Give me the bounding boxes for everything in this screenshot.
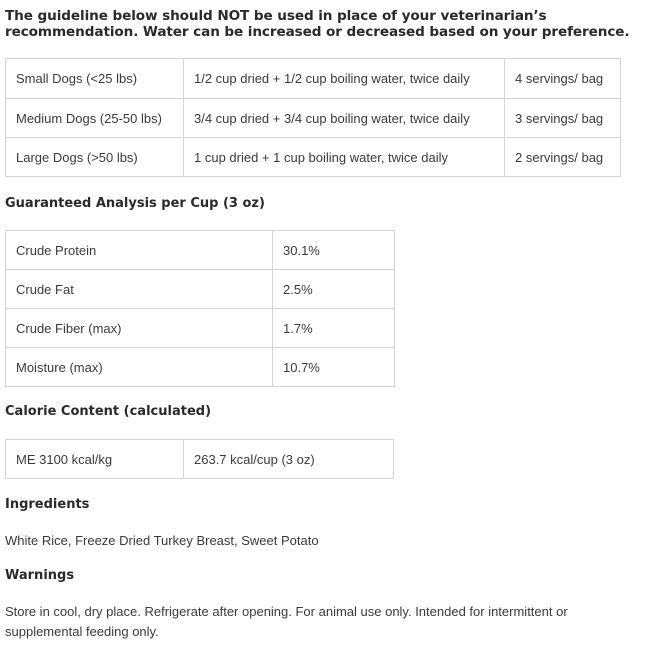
table-row — [6, 99, 621, 138]
servings-cell: 2 servings/ bag — [505, 138, 621, 177]
nutrient-value-cell: 2.5% — [273, 270, 395, 309]
feeding-table — [5, 58, 621, 177]
feeding-amount-cell: 1 cup dried + 1 cup boiling water, twice daily — [184, 138, 505, 177]
notice-text-end: be used in place of your veterinarian’s recommendation. Water can be increased or decreased based on your preference. — [5, 8, 630, 40]
warnings-text: Store in cool, dry place. Refrigerate after opening. For animal use only. Intended for intermittent or supplemental feeding only. — [5, 604, 568, 639]
table-row — [6, 231, 395, 270]
nutrient-cell: Crude Fiber (max) — [6, 309, 273, 348]
nutrient-cell: Crude Fat — [6, 270, 273, 309]
servings-cell: 3 servings/ bag — [505, 99, 621, 138]
nutrient-value-cell: 1.7% — [273, 309, 395, 348]
table-row — [6, 309, 395, 348]
analysis-table — [5, 230, 395, 387]
analysis-heading: Guaranteed Analysis per Cup (3 oz) — [5, 196, 265, 211]
feeding-amount-cell: 3/4 cup dried + 3/4 cup boiling water, twice daily — [184, 99, 505, 138]
ingredients-text: White Rice, Freeze Dried Turkey Breast, Sweet Potato — [5, 533, 319, 548]
warnings-heading: Warnings — [5, 568, 75, 583]
servings-cell: 4 servings/ bag — [505, 59, 621, 99]
dog-size-cell: Medium Dogs (25-50 lbs) — [6, 99, 184, 138]
table-row — [6, 348, 395, 387]
nutrient-value-cell: 10.7% — [273, 348, 395, 387]
ingredients-heading: Ingredients — [5, 497, 90, 512]
notice-emphasis: NOT — [217, 8, 250, 24]
calorie-heading: Calorie Content (calculated) — [5, 404, 212, 419]
nutrient-cell: Moisture (max) — [6, 348, 273, 387]
nutrient-value-cell: 30.1% — [273, 231, 395, 270]
notice-text-start: The guideline below should — [5, 8, 218, 24]
table-row — [6, 270, 395, 309]
table-row — [6, 440, 394, 479]
table-row — [6, 59, 621, 99]
dog-size-cell: Large Dogs (>50 lbs) — [6, 138, 184, 177]
table-row — [6, 138, 621, 177]
nutrient-cell: Crude Protein — [6, 231, 273, 270]
calorie-table — [5, 439, 394, 479]
dog-size-cell: Small Dogs (<25 lbs) — [6, 59, 184, 99]
feeding-guideline-notice — [5, 8, 642, 40]
calorie-per-kg-cell: ME 3100 kcal/kg — [6, 440, 184, 479]
feeding-amount-cell: 1/2 cup dried + 1/2 cup boiling water, twice daily — [184, 59, 505, 99]
calorie-per-cup-cell: 263.7 kcal/cup (3 oz) — [184, 440, 394, 479]
